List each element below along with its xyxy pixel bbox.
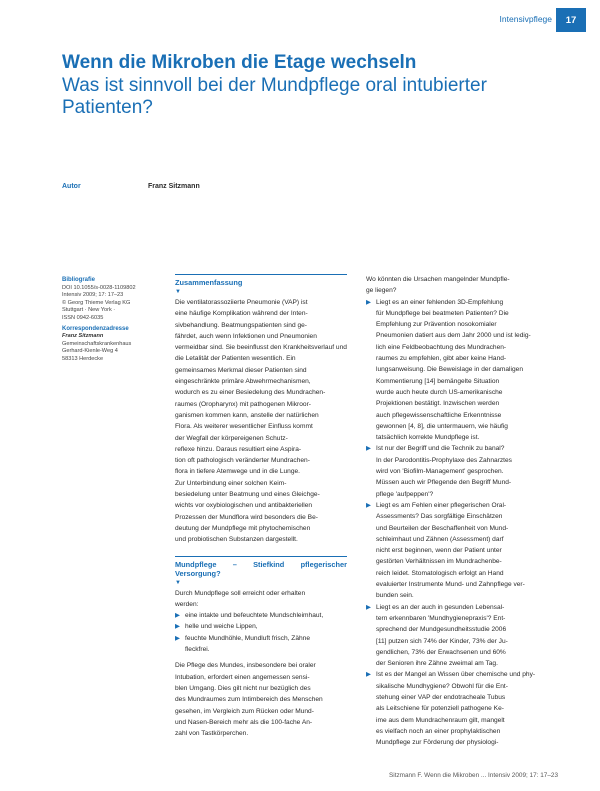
text-line: gesehen, im Vergleich zum Rücken oder Mund- bbox=[175, 707, 314, 715]
bibliography-line: ISSN 0942-6035 bbox=[62, 314, 104, 321]
closing-paragraph bbox=[175, 660, 347, 739]
title-block bbox=[62, 52, 562, 119]
arrow-down-icon: ▼ bbox=[175, 579, 181, 586]
text-line: gestörten Verhältnissen im Mundrachenbe- bbox=[376, 558, 502, 566]
correspondence-line: 58313 Herdecke bbox=[62, 355, 104, 362]
text-line: und Beurteilen der Beschaffenheit von Mund- bbox=[376, 524, 509, 532]
text-line: Assessments? Das sorgfältige Einschätzen bbox=[376, 513, 503, 521]
text-line: stehung einer VAP der endotracheale Tubus bbox=[376, 693, 506, 701]
text-line: für Mundpflege bei beatmeten Patienten? Die bbox=[376, 309, 509, 317]
text-line: nicht erst beginnen, wenn der Patient unter bbox=[376, 547, 502, 555]
text-line: Mundpflege zur Förderung der physiologi- bbox=[376, 739, 499, 747]
text-line: der Senioren ihre Zähne zweimal am Tag. bbox=[376, 660, 498, 668]
text-line: tatsächlich korrekte Mundpflege ist. bbox=[376, 434, 480, 442]
text-line: Zur Unterbindung einer solchen Keim- bbox=[175, 479, 287, 487]
text-line: Wo könnten die Ursachen mangelnder Mundpfle- bbox=[366, 276, 510, 283]
text-line: lungsanweisung. Die Beweislage in der damaligen bbox=[376, 366, 523, 374]
text-line: [11] putzen sich 74% der Kinder, 73% der Ju- bbox=[376, 637, 508, 645]
text-line: gemeinsames Merkmal dieser Patienten sind bbox=[175, 366, 307, 374]
text-line: Müssen auch wir Pflegende den Begriff Mund- bbox=[376, 479, 512, 487]
arrow-down-icon: ▼ bbox=[175, 289, 181, 295]
text-line: Ist es der Mangel an Wissen über chemische und phy- bbox=[376, 671, 536, 679]
author-label: Autor bbox=[62, 183, 81, 190]
bullet-arrow-icon: ▶ bbox=[366, 603, 371, 611]
article-title: Wenn die Mikroben die Etage wechseln bbox=[62, 52, 417, 73]
text-line: auch pflegewissenschaftliche Erkenntnisse bbox=[376, 411, 502, 419]
text-line: ge liegen? bbox=[366, 287, 397, 295]
text-line: Liegt es am Fehlen einer pflegerischen Oral- bbox=[376, 501, 507, 509]
text-line: als Leitschiene für potenziell pathogene Ke- bbox=[376, 705, 504, 713]
text-line: vermeidbar sind. Sie beeinflusst den Krankheitsverlauf und bbox=[175, 344, 347, 352]
bullet-arrow-icon: ▶ bbox=[366, 501, 371, 509]
summary-heading: Zusammenfassung bbox=[175, 274, 347, 287]
text-line: Liegt es an einer fehlenden 3D-Empfehlung bbox=[376, 298, 504, 306]
text-line: wichts vor oxybiologischen und antibakteriellen bbox=[175, 502, 313, 510]
text-line: sprechend der Mundgesundheitsstudie 2006 bbox=[376, 626, 507, 634]
text-line: Durch Mundpflege soll erreicht oder erhalten bbox=[175, 589, 306, 597]
text-line: Ist nur der Begriff und die Technik zu banal? bbox=[376, 445, 505, 453]
bullet-item bbox=[366, 602, 558, 670]
text-line: Die Pflege des Mundes, insbesondere bei oraler bbox=[175, 662, 316, 670]
bullet-item bbox=[366, 443, 558, 499]
bibliography-heading: Bibliografie bbox=[62, 277, 96, 283]
text-line: tion oft pathologisch veränderter Mundrachen- bbox=[175, 457, 310, 465]
text-line: und Nasen-Bereich mehr als die 100-fache An- bbox=[175, 718, 313, 726]
middle-column bbox=[175, 274, 347, 739]
text-line: fährdet, auch wenn Infektionen und Pneumonien bbox=[175, 332, 317, 340]
sidebar-meta bbox=[62, 277, 152, 364]
text-line: flora in tiefere Atemwege und in die Lunge. bbox=[175, 468, 300, 476]
text-line: besiedelung unter Beatmung und eines Gleichge- bbox=[175, 491, 320, 499]
text-line: reich leidet. Stomatologisch erfolgt an Hand bbox=[376, 569, 504, 577]
text-line: des Mundraumes zum Intimbereich des Menschen bbox=[175, 696, 323, 704]
text-line: Projektionen bestätigt. Inzwischen werden bbox=[376, 400, 500, 408]
right-column bbox=[366, 274, 558, 748]
text-line: Prozessen der Mundflora wird besonders die Be- bbox=[175, 513, 318, 521]
text-line: es vielfach noch an einer prophylaktischen bbox=[376, 727, 501, 735]
text-line: sivbehandlung. Beatmungspatienten sind ge- bbox=[175, 321, 307, 329]
text-line: feuchte Mundhöhle, Mundluft frisch, Zähne bbox=[185, 634, 310, 642]
text-line: evaluierter Instrumente Mund- und Zahnpflege ver- bbox=[376, 581, 525, 589]
bibliography-line: Stuttgart · New York · bbox=[62, 307, 116, 314]
bullet-arrow-icon: ▶ bbox=[366, 445, 371, 453]
text-line: und probiotischen Substanzen dargestellt. bbox=[175, 536, 298, 544]
text-line: wodurch es zu einer Besiedelung des Mundrachen- bbox=[175, 389, 326, 397]
bullet-arrow-icon: ▶ bbox=[175, 634, 180, 642]
text-line: ime aus dem Mundrachenraum gilt, mangelt bbox=[376, 716, 505, 724]
bullet-item bbox=[175, 621, 347, 632]
text-line: der Wegfall der körpereigenen Schutz- bbox=[175, 434, 288, 442]
text-line: werden: bbox=[175, 600, 199, 608]
text-line: blen Umgang. Dies gilt nicht nur bezüglich des bbox=[175, 684, 311, 692]
bullet-item bbox=[175, 610, 347, 621]
section-heading: Mundpflege – Stiefkind pflegerischer Versorgung? bbox=[175, 556, 347, 578]
page-number-badge: 17 bbox=[556, 8, 586, 32]
article-subtitle: Was ist sinnvoll bei der Mundpflege oral intubierter Patienten? bbox=[62, 75, 487, 118]
text-line: lich eine Feldbeobachtung des Mundrachen- bbox=[376, 343, 507, 351]
bullet-item bbox=[175, 633, 347, 656]
text-line: helle und weiche Lippen, bbox=[185, 623, 258, 631]
bullet-item bbox=[366, 297, 558, 444]
section-label: Intensivpflege bbox=[499, 14, 552, 24]
text-line: eine häufige Komplikation während der Inten- bbox=[175, 310, 308, 318]
text-line: eingeschränkte primäre Abwehrmechanismen, bbox=[175, 378, 311, 386]
text-line: zahl von Tastkörperchen. bbox=[175, 730, 249, 738]
bullet-arrow-icon: ▶ bbox=[175, 623, 180, 631]
bibliography-line: DOI 10.1055/s-0028-1109802 bbox=[62, 284, 136, 291]
text-line: ganismen kommen kann, anstelle der natürlichen bbox=[175, 411, 319, 419]
text-line: die Letalität der Patienten wesentlich. Ein bbox=[175, 355, 296, 363]
text-line: Flora. Als weiterer wesentlicher Einfluss kommt bbox=[175, 423, 313, 431]
page-header bbox=[0, 8, 600, 32]
text-line: Kommentierung [14] bemängelte Situation bbox=[376, 377, 500, 385]
text-line: deutung der Mundpflege mit phytochemischen bbox=[175, 524, 311, 532]
text-line: schleimhaut und Zähnen (Assessment) darf bbox=[376, 535, 504, 543]
bullet-item bbox=[366, 669, 558, 748]
text-line: In der Parodontitis-Prophylaxe des Zahnarztes bbox=[376, 456, 512, 464]
page-footer: Sitzmann F. Wenn die Mikroben ... Intensiv 2009; 17: 17–23 bbox=[389, 772, 558, 779]
text-line: raumes zu empfehlen, gibt aber keine Hand- bbox=[376, 355, 507, 363]
text-line: Pneumonien datiert aus dem Jahr 2000 und ist ledig- bbox=[376, 332, 531, 340]
text-line: sikalische Mundhygiene? Obwohl für die Ent- bbox=[376, 682, 508, 690]
text-line: Intubation, erfordert einen angemessen sensi- bbox=[175, 673, 310, 681]
correspondence-name: Franz Sitzmann bbox=[62, 333, 104, 340]
text-line: eine intakte und befeuchtete Mundschleimhaut, bbox=[185, 612, 324, 620]
text-line: wurde auch heute durch US-amerikanische bbox=[376, 388, 503, 396]
text-line: raumes (Oropharynx) mit pathogenen Mikroor- bbox=[175, 400, 311, 408]
text-line: reflexe hinzu. Daraus resultiert eine Aspira- bbox=[175, 445, 302, 453]
summary-paragraph bbox=[175, 297, 347, 546]
text-line: fleckfrei. bbox=[185, 646, 210, 654]
correspondence-heading: Korrespondenzadresse bbox=[62, 325, 129, 332]
bibliography-line: Intensiv 2009; 17: 17–23 bbox=[62, 292, 124, 299]
text-line: gendlichen, 73% der Erwachsenen und 60% bbox=[376, 648, 506, 656]
text-line: Die ventilatorassoziierte Pneumonie (VAP) ist bbox=[175, 299, 308, 306]
text-line: tern erkennbaren 'Mundhygienepraxis'? Ent- bbox=[376, 614, 506, 622]
bullet-item bbox=[366, 500, 558, 602]
correspondence-line: Gerhard-Kienle-Weg 4 bbox=[62, 348, 118, 355]
bibliography-line: © Georg Thieme Verlag KG bbox=[62, 299, 131, 306]
text-line: bunden sein. bbox=[376, 592, 414, 600]
text-line: gewonnen [4, 8], die untermauern, wie häufig bbox=[376, 422, 508, 430]
right-intro bbox=[366, 274, 558, 297]
bullet-arrow-icon: ▶ bbox=[366, 298, 371, 306]
text-line: Liegt es an der auch in gesunden Lebensal- bbox=[376, 603, 505, 611]
author-name: Franz Sitzmann bbox=[148, 183, 200, 190]
correspondence-line: Gemeinschaftskrankenhaus bbox=[62, 340, 132, 347]
text-line: wird von 'Biofilm-Management' gesprochen. bbox=[376, 468, 504, 476]
bullet-arrow-icon: ▶ bbox=[175, 612, 180, 620]
intro-paragraph bbox=[175, 588, 347, 611]
text-line: pflege 'aufpeppen'? bbox=[376, 490, 434, 498]
text-line: Empfehlung zur Prävention nosokomialer bbox=[376, 321, 497, 329]
bullet-arrow-icon: ▶ bbox=[366, 671, 371, 679]
